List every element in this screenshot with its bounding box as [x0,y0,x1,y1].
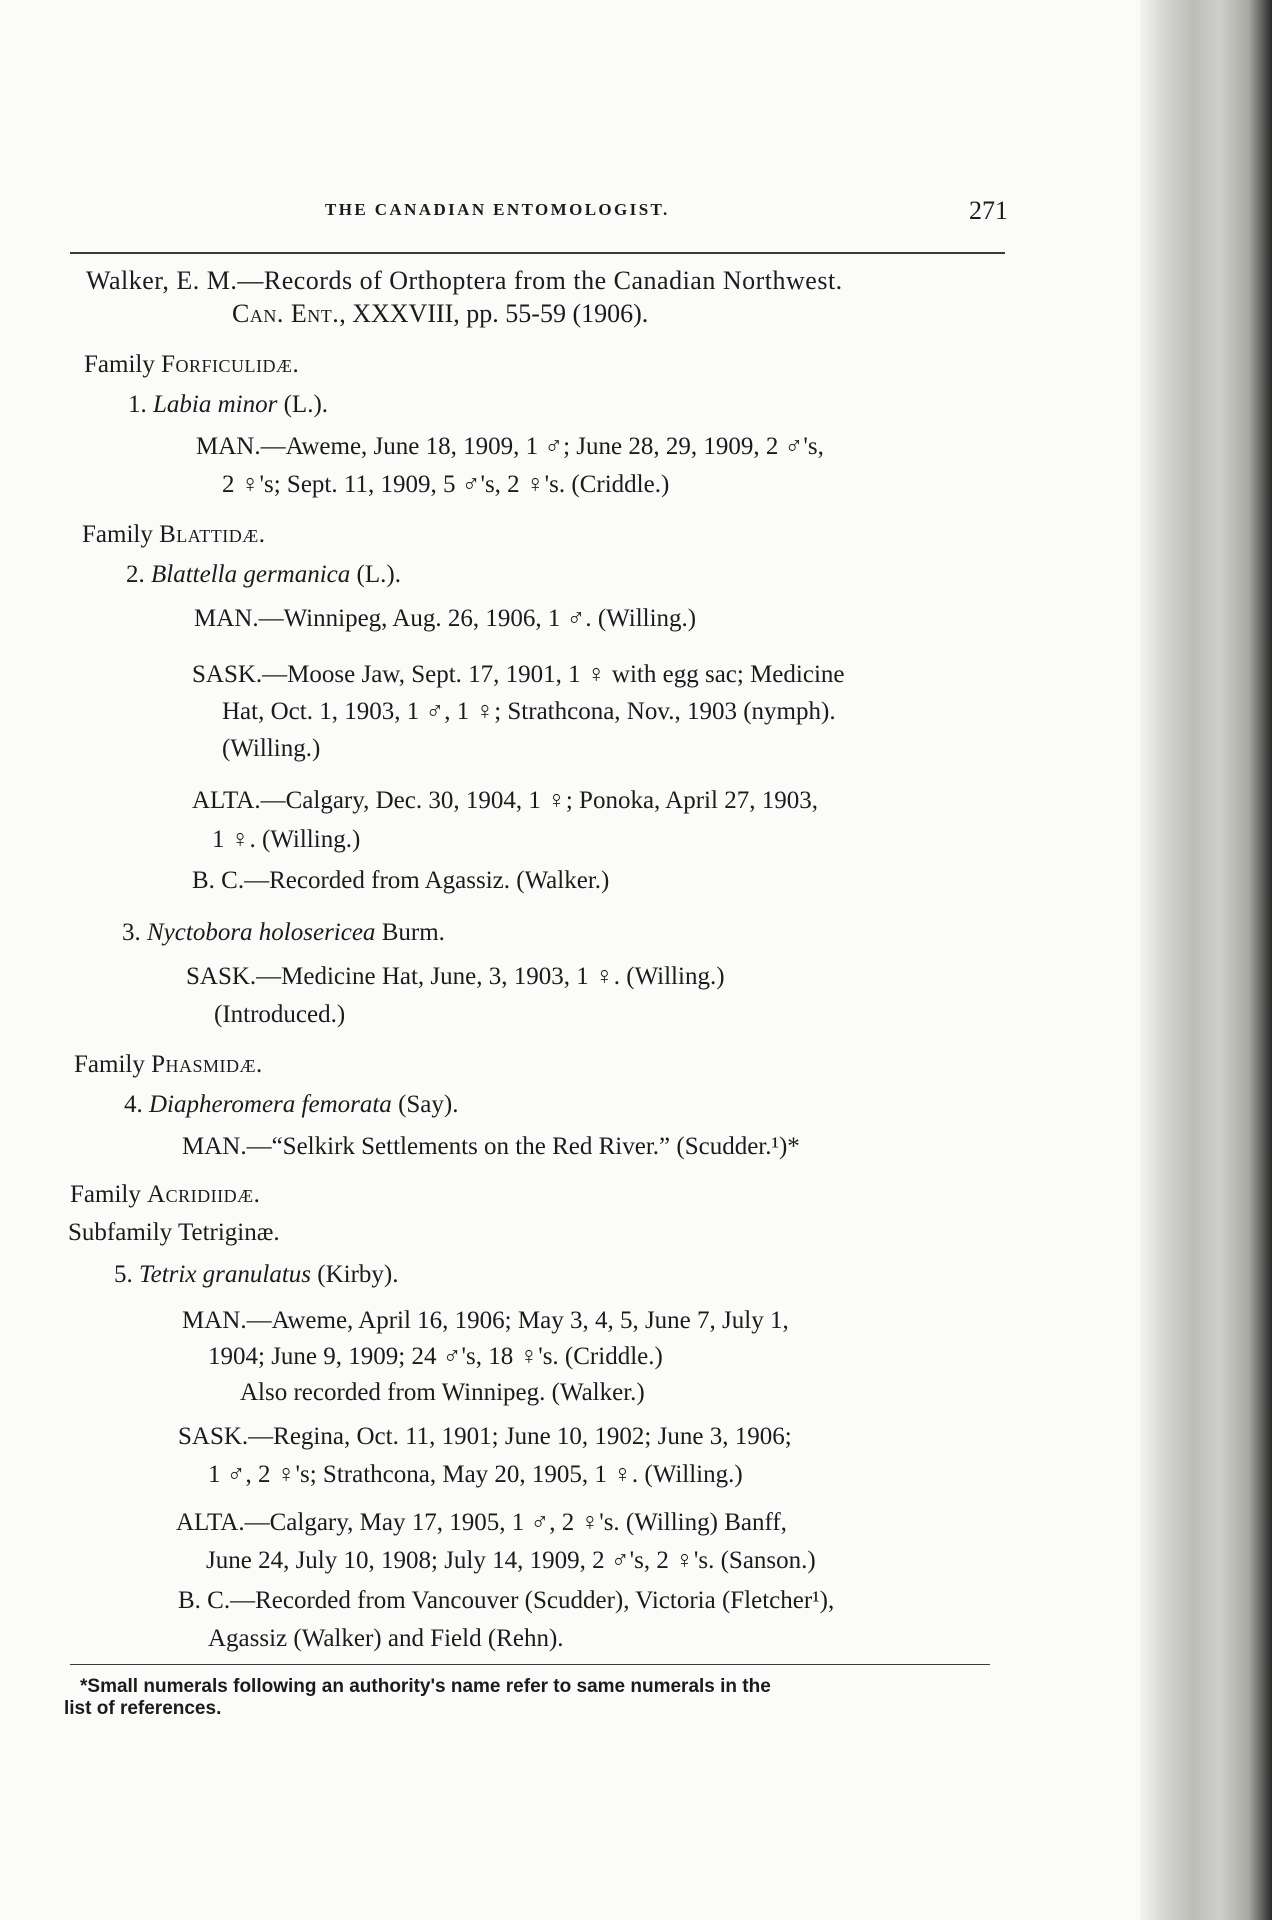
record-line: 2 ♀'s; Sept. 11, 1909, 5 ♂'s, 2 ♀'s. (Criddle.) [222,471,670,498]
family-name: Blattidæ. [159,521,266,548]
species-author: (L.). [283,391,329,418]
family-heading: Family Forficulidæ. [84,351,300,378]
record-line: 1904; June 9, 1909; 24 ♂'s, 18 ♀'s. (Criddle.) [208,1343,663,1370]
footnote-rule [70,1664,990,1665]
record-line: 1 ♀. (Willing.) [212,826,361,853]
species-name: Labia minor [153,391,278,418]
subfamily-heading: Subfamily Tetriginæ. [68,1219,280,1246]
species-number: 2. [126,561,145,588]
record-line: Agassiz (Walker) and Field (Rehn). [208,1625,564,1652]
species-heading [114,1260,399,1290]
species-number: 3. [122,919,141,946]
reference-citation: , XXXVIII, pp. 55-59 (1906). [339,299,649,328]
page-header [70,196,1010,236]
record-line: ALTA.—Calgary, Dec. 30, 1904, 1 ♀; Ponoka, April 27, 1903, [192,787,818,814]
family-heading: Family Blattidæ. [82,521,266,548]
record-line: (Willing.) [222,735,321,762]
species-number: 4. [124,1091,143,1118]
page-number: 271 [969,196,1008,225]
species-name: Blattella germanica [151,561,351,588]
record-line: B. C.—Recorded from Vancouver (Scudder), Victoria (Fletcher¹), [178,1587,835,1614]
footnote-line-2: list of references. [64,1698,222,1719]
record-line: MAN.—Winnipeg, Aug. 26, 1906, 1 ♂. (Willing.) [194,605,697,632]
species-heading [128,390,328,420]
species-author: Burm. [381,919,445,946]
record-line: SASK.—Medicine Hat, June, 3, 1903, 1 ♀. (Willing.) [186,963,725,990]
species-number: 5. [114,1261,133,1288]
record-line: SASK.—Moose Jaw, Sept. 17, 1901, 1 ♀ with egg sac; Medicine [192,661,845,688]
header-rule [70,252,1005,254]
record-line: MAN.—Aweme, June 18, 1909, 1 ♂; June 28, 29, 1909, 2 ♂'s, [196,433,824,460]
record-line: Hat, Oct. 1, 1903, 1 ♂, 1 ♀; Strathcona, Nov., 1903 (nymph). [222,698,836,725]
species-name: Diapheromera femorata [149,1091,392,1118]
footnote-line-1: *Small numerals following an authority's name refer to same numerals in the [80,1676,771,1697]
record-line: MAN.—Aweme, April 16, 1906; May 3, 4, 5, June 7, July 1, [182,1307,789,1334]
record-line: June 24, July 10, 1908; July 14, 1909, 2 ♂'s, 2 ♀'s. (Sanson.) [206,1547,816,1574]
record-line: SASK.—Regina, Oct. 11, 1901; June 10, 1902; June 3, 1906; [178,1423,792,1450]
species-name: Tetrix granulatus [139,1261,312,1288]
record-line: ALTA.—Calgary, May 17, 1905, 1 ♂, 2 ♀'s. (Willing) Banff, [176,1509,787,1536]
record-line: (Introduced.) [214,1001,346,1028]
species-heading [126,560,401,590]
record-line: Also recorded from Winnipeg. (Walker.) [240,1379,645,1406]
species-name: Nyctobora holosericea [147,919,376,946]
running-head: THE CANADIAN ENTOMOLOGIST. [325,200,670,219]
reference-line-2 [232,299,648,329]
family-name: Phasmidæ. [151,1051,263,1078]
family-name: Acridiidæ. [147,1181,261,1208]
record-line: 1 ♂, 2 ♀'s; Strathcona, May 20, 1905, 1 ♀. (Willing.) [208,1461,743,1488]
record-line: B. C.—Recorded from Agassiz. (Walker.) [192,867,610,894]
species-author: (Kirby). [317,1261,399,1288]
journal-abbrev: Can. Ent. [232,299,340,328]
record-line: MAN.—“Selkirk Settlements on the Red River.” (Scudder.¹)* [182,1133,800,1160]
family-heading: Family Phasmidæ. [74,1051,263,1078]
species-author: (Say). [398,1091,459,1118]
species-author: (L.). [356,561,401,588]
species-number: 1. [128,391,147,418]
family-heading: Family Acridiidæ. [70,1181,261,1208]
reference-line-1: Walker, E. M.—Records of Orthoptera from the Canadian Northwest. [86,266,843,295]
species-heading [122,918,445,948]
species-heading [124,1090,458,1120]
book-spine-edge [1140,0,1272,1920]
family-name: Forficulidæ. [161,351,300,378]
